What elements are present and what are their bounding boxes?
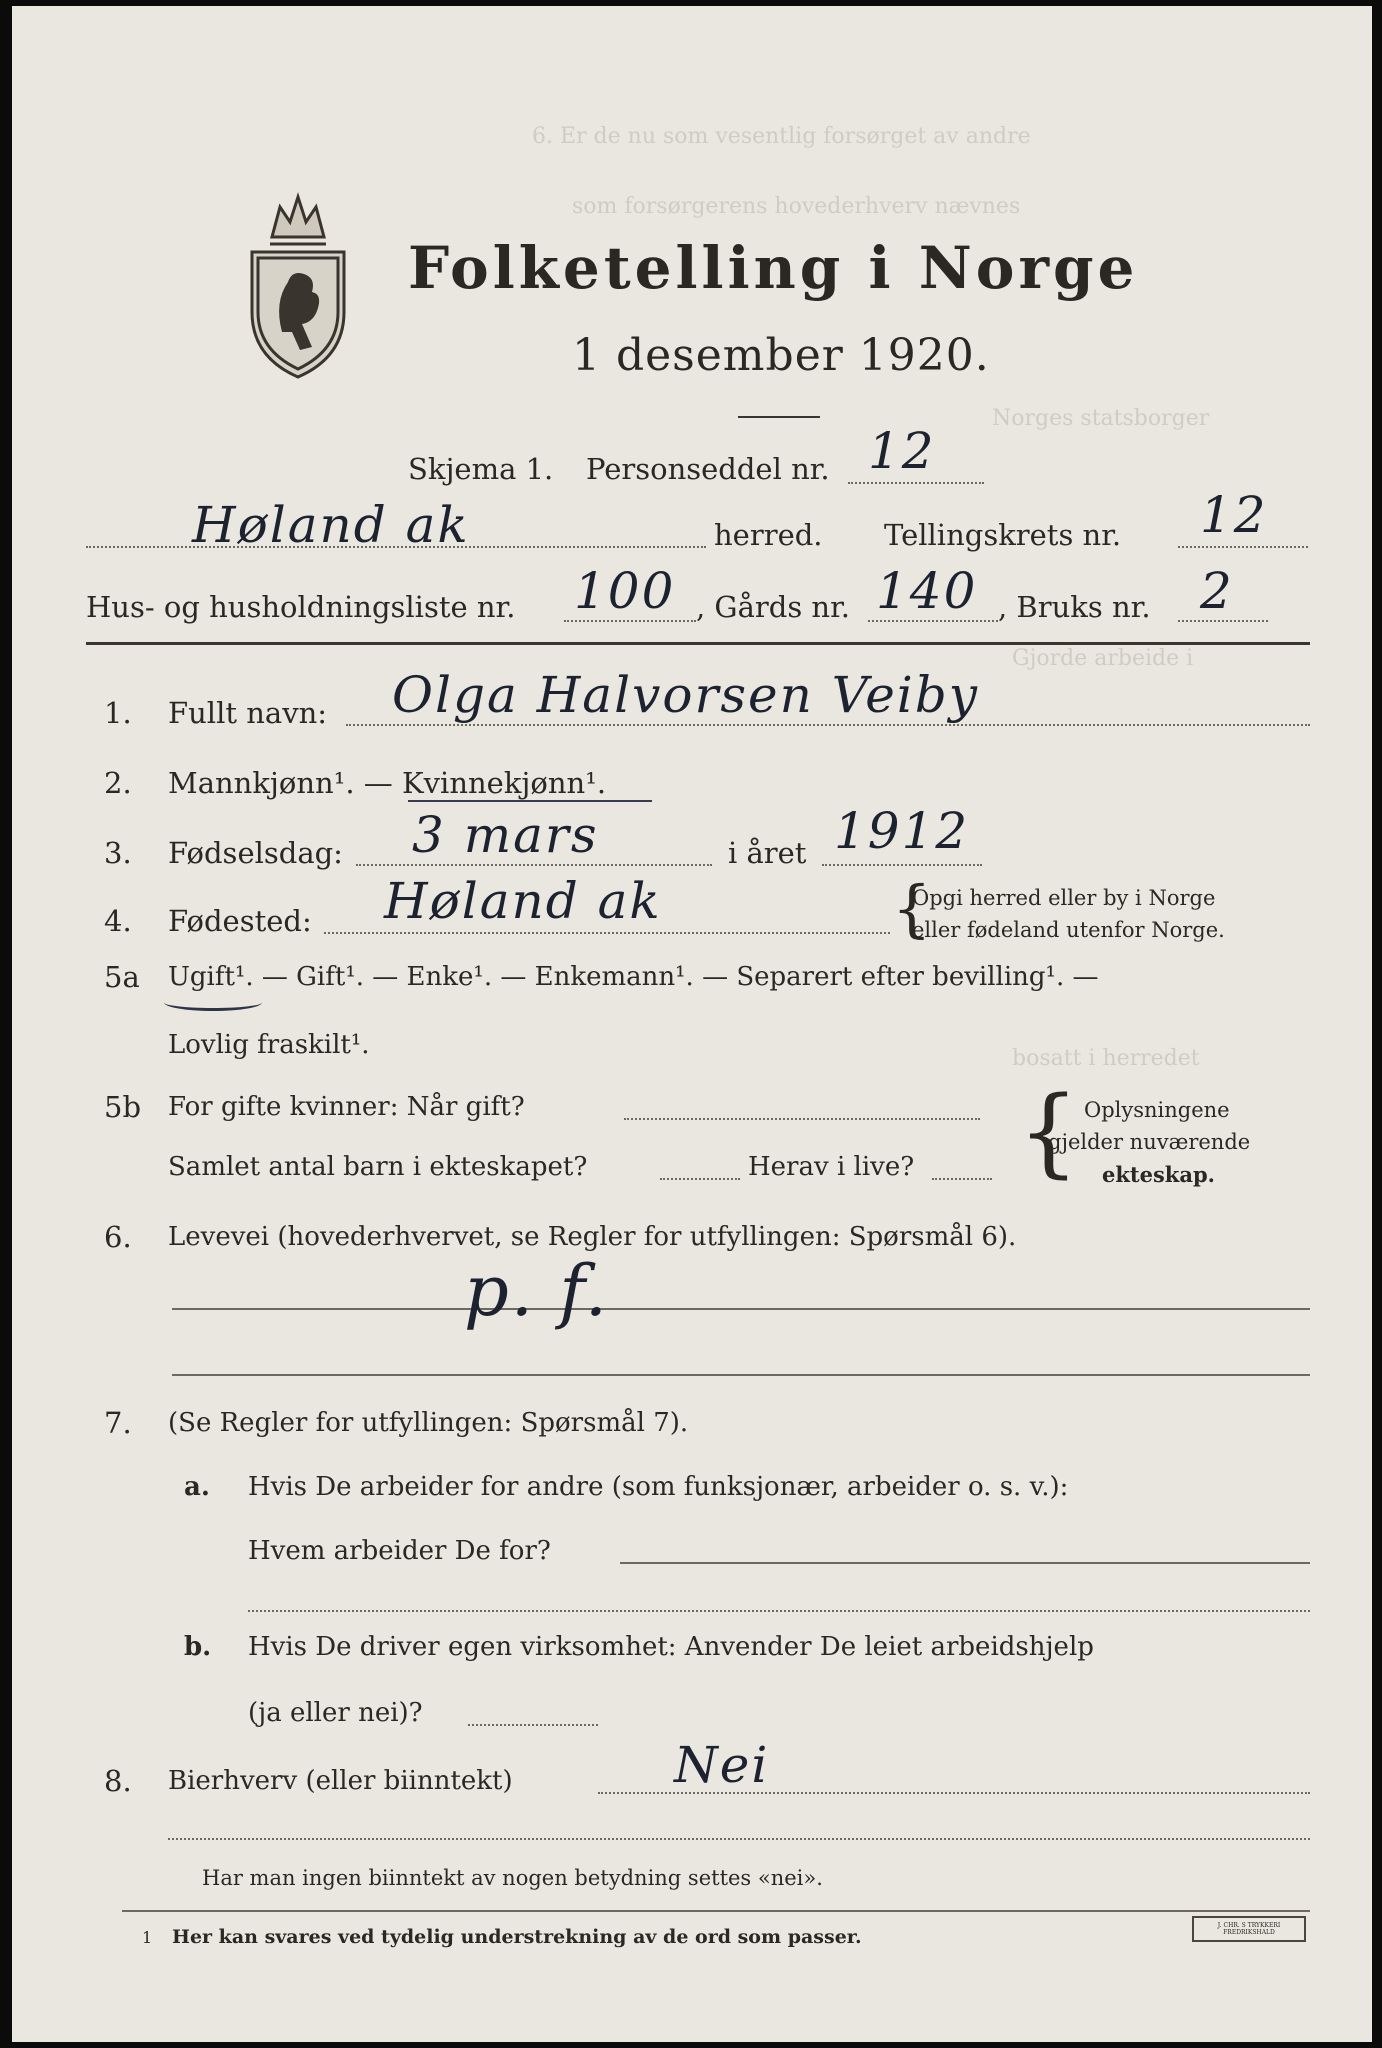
footnote-text: Her kan svares ved tydelig understrekning av de ord som passer. — [172, 1926, 862, 1948]
personseddel-field[interactable]: 12 — [868, 422, 936, 480]
marital-status-options[interactable]: Ugift¹. — Gift¹. — Enke¹. — Enkemann¹. — Separert efter bevilling¹. — — [168, 962, 1099, 992]
header-divider — [86, 642, 1310, 645]
q5b-brace: { — [1018, 1076, 1080, 1188]
q5b-note-3: ekteskap. — [1102, 1162, 1215, 1187]
q3-label: Fødselsdag: — [168, 836, 343, 870]
personseddel-line — [848, 482, 984, 484]
q6-number: 6. — [104, 1220, 132, 1254]
q4-note-2: eller fødeland utenfor Norge. — [912, 918, 1225, 942]
ugift-underline — [164, 994, 262, 1011]
q4-brace: { — [892, 872, 932, 945]
coat-of-arms-icon — [242, 182, 354, 382]
bleed-through-text: 6. Er de nu som vesentlig forsørget av andre — [532, 124, 1031, 149]
bleed-through-text: bosatt i herredet — [1012, 1046, 1200, 1071]
q5b-alive-label: Herav i live? — [748, 1152, 915, 1182]
year-line — [822, 864, 982, 866]
q5b-number: 5b — [104, 1090, 142, 1124]
employer-line — [620, 1562, 1310, 1564]
q5b-note-2: gjelder nuværende — [1048, 1130, 1251, 1154]
form-date: 1 desember 1920. — [572, 330, 990, 381]
herred-label: herred. — [714, 518, 823, 552]
printer-stamp-text: J. CHR. S TRYKKERI FREDRIKSHALD — [1217, 1922, 1281, 1936]
q7b-question: Hvis De driver egen virksomhet: Anvender De leiet arbeidshjelp — [248, 1632, 1094, 1662]
year-label: i året — [728, 836, 807, 870]
birthdate-line — [356, 864, 712, 866]
bruks-label: , Bruks nr. — [998, 590, 1151, 624]
birthdate-field[interactable]: 3 mars — [412, 806, 599, 864]
skjema-label: Skjema 1. — [408, 452, 554, 486]
husholdningsliste-field[interactable]: 100 — [574, 562, 676, 620]
q1-line — [346, 724, 1310, 726]
gards-label: , Gårds nr. — [696, 590, 850, 624]
alive-line — [932, 1178, 992, 1180]
q4-note-1: Opgi herred eller by i Norge — [912, 886, 1216, 910]
q5a-number: 5a — [104, 960, 140, 994]
q5b-note-1: Oplysningene — [1084, 1098, 1230, 1122]
footer-note: Har man ingen biinntekt av nogen betydning settes «nei». — [202, 1866, 823, 1890]
gards-field[interactable]: 140 — [876, 562, 978, 620]
q7b-label: (ja eller nei)? — [248, 1698, 423, 1728]
q6-label: Levevei (hovederhvervet, se Regler for utfyllingen: Spørsmål 6). — [168, 1222, 1017, 1252]
q5b-children-label: Samlet antal barn i ekteskapet? — [168, 1152, 588, 1182]
q8-number: 8. — [104, 1764, 132, 1798]
herred-field[interactable]: Høland ak — [192, 496, 470, 554]
husholdningsliste-line — [564, 620, 696, 622]
marital-status-options-2[interactable]: Lovlig fraskilt¹. — [168, 1030, 370, 1060]
q7a-number: a. — [184, 1472, 210, 1502]
birthplace-line — [324, 932, 890, 934]
personseddel-label: Personseddel nr. — [586, 452, 830, 486]
gender-options[interactable]: Mannkjønn¹. — Kvinnekjønn¹. — [168, 766, 607, 800]
bruks-line — [1178, 620, 1268, 622]
q4-number: 4. — [104, 904, 132, 938]
employer-line-2 — [248, 1610, 1310, 1612]
hired-help-line — [468, 1724, 598, 1726]
q7b-number: b. — [184, 1632, 212, 1662]
bleed-through-text: Norges statsborger — [992, 406, 1210, 431]
footnote-number: 1 — [142, 1928, 153, 1947]
birth-year-field[interactable]: 1912 — [834, 802, 970, 860]
q3-number: 3. — [104, 836, 132, 870]
husholdningsliste-label: Hus- og husholdningsliste nr. — [86, 590, 516, 624]
occupation-field[interactable]: p. f. — [464, 1250, 609, 1332]
occupation-line-2 — [172, 1374, 1310, 1376]
full-name-field[interactable]: Olga Halvorsen Veiby — [392, 666, 980, 724]
side-income-field[interactable]: Nei — [674, 1736, 770, 1794]
q7a-question: Hvis De arbeider for andre (som funksjonær, arbeider o. s. v.): — [248, 1472, 1069, 1502]
title-divider — [738, 416, 820, 418]
gender-underline — [408, 800, 652, 802]
occupation-line-1 — [172, 1308, 1310, 1310]
q7-label: (Se Regler for utfyllingen: Spørsmål 7). — [168, 1408, 689, 1438]
q7-number: 7. — [104, 1406, 132, 1440]
birthplace-field[interactable]: Høland ak — [384, 872, 662, 930]
bruks-field[interactable]: 2 — [1200, 562, 1234, 620]
q5b-married-label: For gifte kvinner: Når gift? — [168, 1092, 525, 1122]
q2-number: 2. — [104, 766, 132, 800]
q1-label: Fullt navn: — [168, 696, 328, 730]
children-line — [660, 1178, 740, 1180]
tellingskrets-field[interactable]: 12 — [1200, 486, 1268, 544]
bleed-through-text: Gjorde arbeide i — [1012, 646, 1194, 671]
married-date-line — [624, 1118, 980, 1120]
tellingskrets-label: Tellingskrets nr. — [884, 518, 1122, 552]
bleed-through-text: som forsørgerens hovederhverv nævnes — [572, 194, 1021, 219]
side-income-line-2 — [168, 1838, 1310, 1840]
gards-line — [868, 620, 998, 622]
tellingskrets-line — [1178, 546, 1308, 548]
q8-label: Bierhverv (eller biinntekt) — [168, 1766, 513, 1796]
printer-stamp — [1192, 1916, 1306, 1942]
footer-divider — [122, 1910, 1310, 1912]
q1-number: 1. — [104, 696, 132, 730]
census-form-page — [12, 6, 1372, 2042]
form-title: Folketelling i Norge — [408, 234, 1139, 302]
q4-label: Fødested: — [168, 904, 312, 938]
q7a-employer-label: Hvem arbeider De for? — [248, 1536, 551, 1566]
